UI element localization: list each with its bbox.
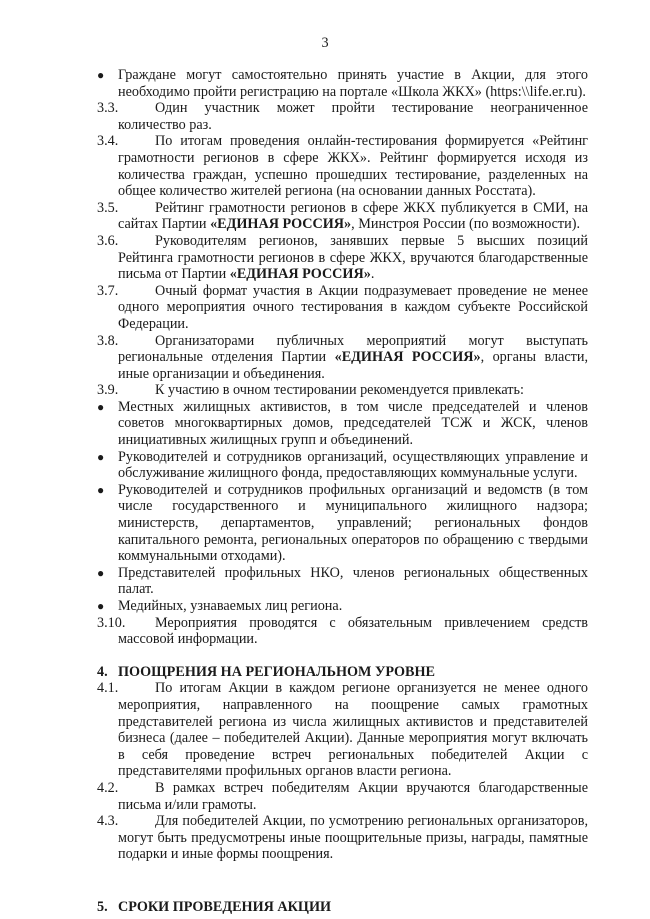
paragraph-text: В рамках встреч победителям Акции вручаются благодарственные письма и/или грамоты. [118,779,588,813]
bullet-item [97,449,588,482]
paragraph-text: , Минстроя России (по возможности). [351,216,580,233]
item-number: 3.10. [97,614,126,631]
item-number: 3.7. [97,282,119,299]
numbered-item-4-3 [97,813,588,863]
paragraph-text: По итогам Акции в каждом регионе организуется не менее одного мероприятия, направленного на поощрение самых грамотных представителей региона из числа жилищных активистов и представителей бизнеса (далее – победителей Акции). Данные мероприятия могут включать в себя проведение встреч региональных победителей Акции с представителями профильных органов власти региона. [118,680,588,780]
bullet-item [97,399,588,449]
section-number: 4. [97,663,108,680]
paragraph-text: Граждане могут самостоятельно принять участие в Акции, для этого необходимо пройти регистрацию на портале «Школа ЖКХ» (https:\\life.er.ru). [118,67,588,100]
bullet-icon: ● [97,565,105,580]
numbered-item-4-2 [97,780,588,813]
document-content [97,67,588,916]
item-number: 3.5. [97,199,119,216]
paragraph-text: Рейтинг грамотности регионов в сфере ЖКХ публикуется в СМИ, на сайтах Партии [118,199,588,233]
item-number: 4.2. [97,779,119,796]
bullet-icon: ● [97,399,105,414]
section-title: ПООЩРЕНИЯ НА РЕГИОНАЛЬНОМ УРОВНЕ [118,663,435,680]
bullet-item [97,482,588,565]
bullet-item [97,565,588,598]
paragraph-text: По итогам проведения онлайн-тестирования формируется «Рейтинг грамотности регионов в сфере ЖКХ». Рейтинг формируется исходя из количества граждан, успешно прошедших тестирование, разделенных на общее количество жителей региона (на основании данных Росстата). [118,133,588,200]
party-name: «ЕДИНАЯ РОССИЯ» [229,266,371,283]
party-name: «ЕДИНАЯ РОССИЯ» [210,216,352,233]
item-number: 3.9. [97,382,119,399]
item-number: 3.4. [97,133,119,150]
item-number: 3.6. [97,232,119,249]
numbered-item-4-1 [97,680,588,780]
bullet-item [97,598,588,615]
paragraph-text: Медийных, узнаваемых лиц региона. [118,598,343,614]
paragraph-text: . [370,266,375,283]
numbered-item-3-9 [97,382,588,399]
bullet-item [97,67,588,100]
bullet-icon: ● [97,449,105,464]
party-name: «ЕДИНАЯ РОССИЯ» [334,349,481,366]
page-number: 3 [321,35,329,51]
numbered-item-3-3 [97,100,588,133]
paragraph-text: Представителей профильных НКО, членов региональных общественных палат. [118,564,588,598]
item-number: 3.8. [97,332,119,349]
item-number: 4.3. [97,813,119,830]
numbered-item-3-8 [97,333,588,383]
bullet-icon: ● [97,68,105,82]
paragraph-text: Очный формат участия в Акции подразумевает проведение не менее одного мероприятия очного тестирования в каждом субъекте Российской Федерации. [118,282,588,332]
numbered-item-3-7 [97,283,588,333]
numbered-item-3-6 [97,233,588,283]
paragraph-text: , органы власти, иные организации и объединения. [118,349,588,382]
paragraph-text: Руководителям регионов, занявших первые 5 высших позиций Рейтинга грамотности регионов в сфере ЖКХ, вручаются благодарственные письма от Партии [118,232,588,283]
item-number: 3.3. [97,100,119,117]
paragraph-text: К участию в очном тестировании рекомендуется привлекать: [155,382,524,399]
paragraph-text: Руководителей и сотрудников организаций, осуществляющих управление и обслуживание жилищного фонда, предоставляющих коммунальные услуги. [118,448,588,482]
numbered-item-3-10 [97,615,588,648]
numbered-item-3-4 [97,133,588,199]
numbered-item-3-5 [97,200,588,233]
paragraph-text: Мероприятия проводятся с обязательным привлечением средств массовой информации. [118,614,588,648]
section-heading-5 [97,899,588,916]
paragraph-text: Организаторами публичных мероприятий могут выступать региональные отделения Партии [118,332,588,366]
paragraph-text: Местных жилищных активистов, в том числе председателей и членов советов многоквартирных домов, председателей ТСЖ и ЖСК, членов инициативных жилищных групп и объединений. [118,398,588,449]
paragraph-text: Один участник может пройти тестирование неограниченное количество раз. [118,100,588,133]
section-heading-4 [97,664,588,681]
section-title: СРОКИ ПРОВЕДЕНИЯ АКЦИИ [118,898,332,915]
bullet-icon: ● [97,599,105,613]
paragraph-text: Для победителей Акции, по усмотрению региональных организаторов, могут быть предусмотрены иные поощрительные призы, награды, памятные подарки и иные формы поощрения. [118,813,588,863]
bullet-icon: ● [97,482,105,497]
item-number: 4.1. [97,680,119,697]
paragraph-text: Руководителей и сотрудников профильных организаций и ведомств (в том числе государственного и муниципального жилищного надзора; министерств, департаментов, управлений; региональных фондов капитального ремонта, региональных операторов по обращению с твердыми коммунальными отходами). [118,481,588,565]
section-number: 5. [97,898,108,915]
